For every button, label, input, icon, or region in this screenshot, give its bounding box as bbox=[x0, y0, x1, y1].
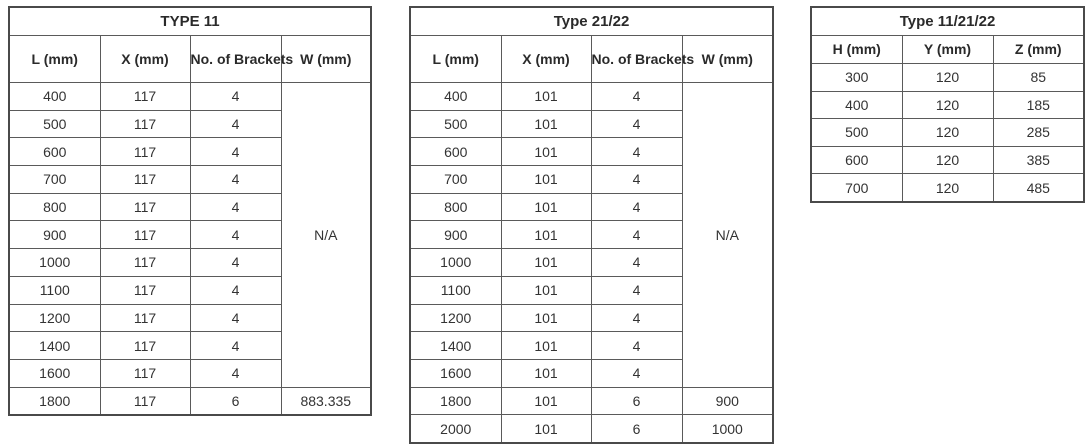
cell-brackets: 4 bbox=[591, 276, 682, 304]
cell-h: 600 bbox=[811, 146, 902, 174]
cell-brackets: 4 bbox=[190, 83, 281, 111]
cell-l: 2000 bbox=[410, 415, 501, 443]
cell-x: 117 bbox=[100, 83, 190, 111]
cell-x: 101 bbox=[501, 83, 591, 111]
cell-x: 117 bbox=[100, 166, 190, 194]
cell-l: 1200 bbox=[9, 304, 100, 332]
cell-x: 101 bbox=[501, 359, 591, 387]
cell-x: 117 bbox=[100, 110, 190, 138]
cell-l: 1100 bbox=[410, 276, 501, 304]
cell-l: 1000 bbox=[410, 249, 501, 277]
cell-l: 700 bbox=[410, 166, 501, 194]
table-row bbox=[9, 387, 371, 415]
cell-l: 700 bbox=[9, 166, 100, 194]
cell-l: 800 bbox=[410, 193, 501, 221]
column-header-h: H (mm) bbox=[811, 36, 902, 64]
type-11-21-22-table bbox=[810, 6, 1085, 203]
cell-x: 117 bbox=[100, 221, 190, 249]
cell-x: 101 bbox=[501, 249, 591, 277]
cell-l: 400 bbox=[9, 83, 100, 111]
table-title: Type 21/22 bbox=[410, 7, 773, 36]
cell-l: 1600 bbox=[9, 359, 100, 387]
cell-y: 120 bbox=[902, 174, 993, 202]
cell-brackets: 4 bbox=[591, 332, 682, 360]
cell-z: 285 bbox=[993, 119, 1084, 147]
table-body bbox=[410, 83, 773, 443]
cell-l: 1800 bbox=[410, 387, 501, 415]
cell-brackets: 4 bbox=[591, 221, 682, 249]
cell-brackets: 4 bbox=[591, 359, 682, 387]
cell-y: 120 bbox=[902, 91, 993, 119]
cell-x: 117 bbox=[100, 332, 190, 360]
cell-h: 700 bbox=[811, 174, 902, 202]
cell-z: 485 bbox=[993, 174, 1084, 202]
column-header-l: L (mm) bbox=[9, 36, 100, 83]
cell-w-merged: N/A bbox=[281, 83, 371, 388]
cell-x: 117 bbox=[100, 249, 190, 277]
column-header-brackets: No. of Brackets bbox=[591, 36, 682, 83]
cell-z: 85 bbox=[993, 64, 1084, 92]
table-body bbox=[9, 83, 371, 416]
cell-x: 101 bbox=[501, 110, 591, 138]
cell-x: 101 bbox=[501, 166, 591, 194]
type-21-22-table bbox=[409, 6, 774, 444]
cell-x: 101 bbox=[501, 221, 591, 249]
cell-brackets: 4 bbox=[591, 110, 682, 138]
cell-l: 1200 bbox=[410, 304, 501, 332]
cell-x: 101 bbox=[501, 276, 591, 304]
cell-x: 101 bbox=[501, 332, 591, 360]
column-header-y: Y (mm) bbox=[902, 36, 993, 64]
cell-l: 1000 bbox=[9, 249, 100, 277]
cell-w: 900 bbox=[682, 387, 773, 415]
cell-x: 117 bbox=[100, 387, 190, 415]
column-header-z: Z (mm) bbox=[993, 36, 1084, 64]
column-header-x: X (mm) bbox=[501, 36, 591, 83]
cell-l: 400 bbox=[410, 83, 501, 111]
cell-brackets: 4 bbox=[190, 359, 281, 387]
table-row bbox=[811, 91, 1084, 119]
cell-brackets: 4 bbox=[190, 304, 281, 332]
cell-z: 185 bbox=[993, 91, 1084, 119]
cell-l: 600 bbox=[410, 138, 501, 166]
cell-y: 120 bbox=[902, 64, 993, 92]
cell-h: 400 bbox=[811, 91, 902, 119]
table-row bbox=[811, 64, 1084, 92]
cell-h: 300 bbox=[811, 64, 902, 92]
cell-l: 1400 bbox=[9, 332, 100, 360]
table-body bbox=[811, 64, 1084, 202]
table-title: TYPE 11 bbox=[9, 7, 371, 36]
cell-brackets: 4 bbox=[190, 110, 281, 138]
type-11-table bbox=[8, 6, 372, 416]
column-header-brackets: No. of Brackets bbox=[190, 36, 281, 83]
cell-brackets: 4 bbox=[190, 166, 281, 194]
cell-l: 1400 bbox=[410, 332, 501, 360]
cell-brackets: 4 bbox=[190, 276, 281, 304]
cell-brackets: 4 bbox=[591, 83, 682, 111]
cell-x: 101 bbox=[501, 193, 591, 221]
cell-x: 117 bbox=[100, 138, 190, 166]
cell-l: 500 bbox=[410, 110, 501, 138]
cell-brackets: 4 bbox=[591, 166, 682, 194]
cell-x: 101 bbox=[501, 304, 591, 332]
cell-brackets: 4 bbox=[190, 249, 281, 277]
cell-x: 101 bbox=[501, 415, 591, 443]
column-header-x: X (mm) bbox=[100, 36, 190, 83]
cell-brackets: 6 bbox=[591, 415, 682, 443]
cell-l: 800 bbox=[9, 193, 100, 221]
cell-x: 101 bbox=[501, 387, 591, 415]
cell-brackets: 4 bbox=[190, 138, 281, 166]
table-row bbox=[410, 387, 773, 415]
cell-brackets: 4 bbox=[591, 193, 682, 221]
cell-w: 1000 bbox=[682, 415, 773, 443]
cell-l: 900 bbox=[410, 221, 501, 249]
cell-x: 117 bbox=[100, 193, 190, 221]
cell-x: 117 bbox=[100, 276, 190, 304]
cell-brackets: 4 bbox=[190, 193, 281, 221]
cell-w: 883.335 bbox=[281, 387, 371, 415]
cell-z: 385 bbox=[993, 146, 1084, 174]
cell-brackets: 4 bbox=[190, 221, 281, 249]
cell-l: 1600 bbox=[410, 359, 501, 387]
table-title: Type 11/21/22 bbox=[811, 7, 1084, 36]
table-row bbox=[811, 174, 1084, 202]
table-row bbox=[410, 415, 773, 443]
cell-brackets: 4 bbox=[591, 249, 682, 277]
cell-brackets: 4 bbox=[591, 138, 682, 166]
cell-brackets: 4 bbox=[190, 332, 281, 360]
cell-l: 1100 bbox=[9, 276, 100, 304]
cell-brackets: 6 bbox=[591, 387, 682, 415]
cell-l: 900 bbox=[9, 221, 100, 249]
table-row bbox=[811, 119, 1084, 147]
cell-w-merged: N/A bbox=[682, 83, 773, 388]
cell-l: 600 bbox=[9, 138, 100, 166]
table-row bbox=[9, 83, 371, 111]
table-row bbox=[811, 146, 1084, 174]
table-row bbox=[410, 83, 773, 111]
column-header-w: W (mm) bbox=[281, 36, 371, 83]
cell-x: 101 bbox=[501, 138, 591, 166]
cell-y: 120 bbox=[902, 119, 993, 147]
cell-brackets: 4 bbox=[591, 304, 682, 332]
cell-brackets: 6 bbox=[190, 387, 281, 415]
column-header-w: W (mm) bbox=[682, 36, 773, 83]
cell-l: 1800 bbox=[9, 387, 100, 415]
cell-x: 117 bbox=[100, 359, 190, 387]
cell-x: 117 bbox=[100, 304, 190, 332]
column-header-l: L (mm) bbox=[410, 36, 501, 83]
cell-l: 500 bbox=[9, 110, 100, 138]
cell-h: 500 bbox=[811, 119, 902, 147]
cell-y: 120 bbox=[902, 146, 993, 174]
